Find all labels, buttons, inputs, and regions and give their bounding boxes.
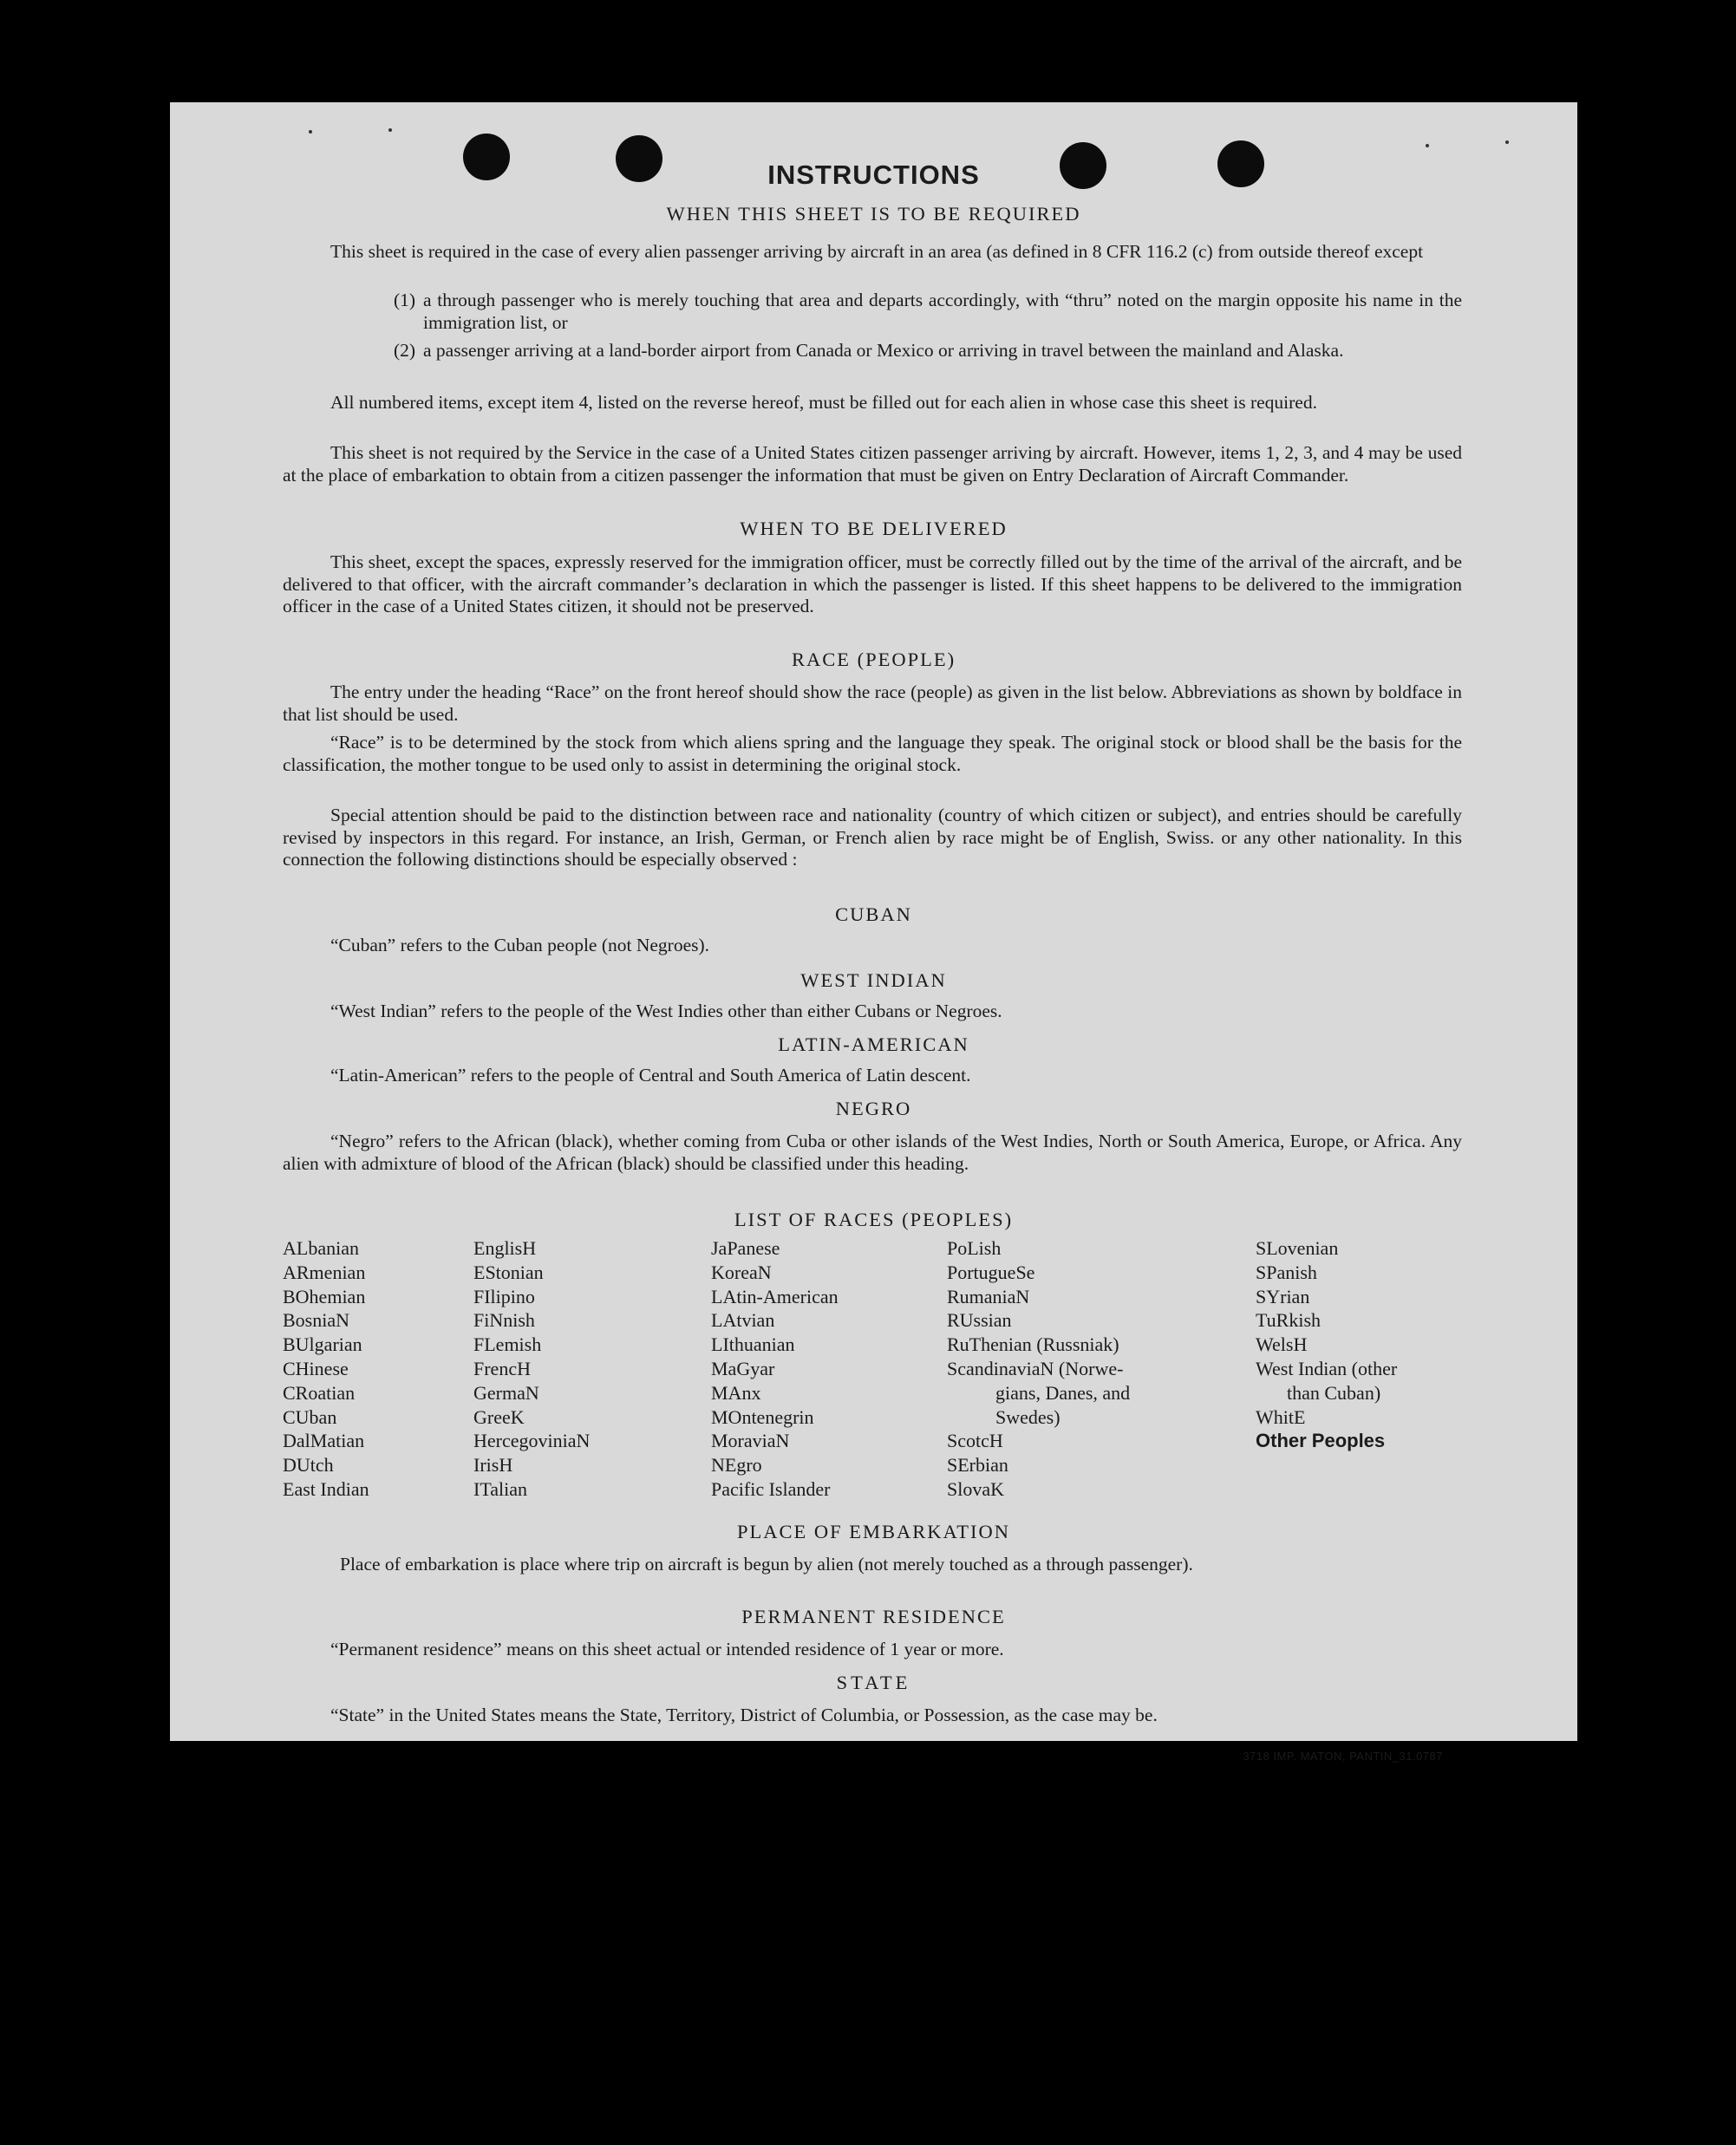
race-entry-continuation: Swedes): [995, 1405, 1061, 1428]
race-entry: CHinese: [283, 1357, 349, 1379]
race-entry: LIthuanian: [711, 1333, 795, 1356]
paragraph: Place of embarkation is place where trip on aircraft is begun by alien (not merely touched as a through passenger).: [340, 1554, 1193, 1575]
race-entry: MAnx: [711, 1381, 761, 1404]
races-column-1: [283, 1236, 369, 1502]
section-heading-west-indian: WEST INDIAN: [800, 969, 947, 991]
race-entry: JaPanese: [711, 1237, 780, 1259]
race-entry: GermaN: [473, 1381, 539, 1404]
race-entry: ScandinaviaN (Norwe-: [947, 1357, 1124, 1379]
item-text: a passenger arriving at a land-border airport from Canada or Mexico or arriving in travel between the mainland and Alaska.: [423, 340, 1344, 361]
item-number: (1): [394, 290, 416, 310]
race-entry: MaGyar: [711, 1357, 775, 1379]
item-number: (2): [394, 340, 416, 361]
section-heading-cuban: CUBAN: [835, 903, 912, 925]
race-entry: ITalian: [473, 1477, 527, 1500]
section-heading-race: RACE (PEOPLE): [791, 649, 956, 670]
race-entry: BUlgarian: [283, 1333, 362, 1356]
paragraph: Special attention should be paid to the distinction between race and nationality (country of which citizen or subject), and entries should be carefully revised by inspectors in this regard. For instance, an Irish, German, or French alien by race might be of English, Swiss. or any other nationality. In this connection the following distinctions should be especially observed :: [283, 805, 1462, 870]
section-heading-embarkation: PLACE OF EMBARKATION: [736, 1521, 1011, 1542]
race-entry: SPanish: [1256, 1261, 1317, 1283]
race-entry: SLovenian: [1256, 1237, 1339, 1259]
race-entry: WelsH: [1256, 1333, 1308, 1356]
race-entry: PoLish: [947, 1237, 1002, 1259]
race-entry: SErbian: [947, 1454, 1008, 1477]
race-entry: GreeK: [473, 1405, 525, 1428]
race-entry: FLemish: [473, 1333, 542, 1356]
race-entry: PortugueSe: [947, 1261, 1035, 1283]
race-entry: ALbanian: [283, 1237, 359, 1259]
race-entry: Pacific Islander: [711, 1477, 831, 1500]
paragraph: “Cuban” refers to the Cuban people (not Negroes).: [330, 935, 710, 955]
section-heading-when-required: WHEN THIS SHEET IS TO BE REQUIRED: [666, 203, 1081, 225]
race-entry: LAtin-American: [711, 1285, 839, 1307]
paragraph: “West Indian” refers to the people of the West Indies other than either Cubans or Negroes.: [330, 1001, 1002, 1021]
race-entry: FiNnish: [473, 1309, 535, 1332]
paragraph: “State” in the United States means the State, Territory, District of Columbia, or Possession, as the case may be.: [330, 1705, 1158, 1725]
race-entry: SlovaK: [947, 1477, 1004, 1500]
paragraph: The entry under the heading “Race” on the front hereof should show the race (people) as given in the list below. Abbreviations as shown by boldface in that list should be used.: [283, 681, 1462, 725]
race-entry: BosniaN: [283, 1309, 349, 1332]
races-column-4: [947, 1236, 1130, 1502]
race-entry: KoreaN: [711, 1261, 772, 1283]
section-heading-negro: NEGRO: [835, 1098, 912, 1119]
section-heading-list-of-races: LIST OF RACES (PEOPLES): [734, 1209, 1014, 1230]
paragraph: This sheet is required in the case of every alien passenger arriving by aircraft in an area (as defined in 8 CFR 116.2 (c) from outside thereof except: [330, 241, 1424, 262]
race-entry: EStonian: [473, 1261, 544, 1283]
races-column-2: [473, 1236, 590, 1502]
page-title: INSTRUCTIONS: [767, 160, 980, 190]
printer-imprint: 3718 IMP. MATON, PANTIN_31.0787: [1243, 1750, 1443, 1763]
race-entry: RUssian: [947, 1309, 1012, 1332]
race-entry: DUtch: [283, 1454, 334, 1477]
paragraph: All numbered items, except item 4, listed on the reverse hereof, must be filled out for each alien in whose case this sheet is required.: [330, 392, 1317, 413]
paragraph: “Race” is to be determined by the stock from which aliens spring and the language they speak. The original stock or blood shall be the basis for the classification, the mother tongue to be used only to assist in determining the original stock.: [283, 732, 1462, 775]
race-entry-continuation: than Cuban): [1287, 1381, 1381, 1404]
race-entry-continuation: gians, Danes, and: [995, 1381, 1131, 1404]
list-item: [394, 290, 1462, 334]
race-entry: ScotcH: [947, 1430, 1003, 1452]
race-entry: RuThenian (Russniak): [947, 1333, 1119, 1356]
section-heading-when-delivered: WHEN TO BE DELIVERED: [740, 518, 1008, 539]
item-text: a through passenger who is merely touching that area and departs accordingly, with “thru” noted on the margin opposite his name in the immigration list, or: [423, 290, 1462, 333]
section-heading-residence: PERMANENT RESIDENCE: [741, 1606, 1006, 1627]
race-entry: LAtvian: [711, 1309, 775, 1332]
race-entry: MoraviaN: [711, 1430, 790, 1452]
race-entry: CUban: [283, 1405, 337, 1428]
paragraph: “Permanent residence” means on this sheet actual or intended residence of 1 year or more.: [330, 1639, 1004, 1659]
section-heading-state: STATE: [836, 1672, 911, 1693]
paragraph: “Latin-American” refers to the people of Central and South America of Latin descent.: [330, 1065, 971, 1086]
race-entry: HercegoviniaN: [473, 1430, 591, 1452]
race-entry: RumaniaN: [947, 1285, 1030, 1307]
section-heading-latin-american: LATIN-AMERICAN: [778, 1033, 969, 1055]
race-entry: CRoatian: [283, 1381, 356, 1404]
race-entry: BOhemian: [283, 1285, 366, 1307]
race-entry: MOntenegrin: [711, 1405, 814, 1428]
race-entry: Other Peoples: [1256, 1430, 1386, 1452]
race-entry: West Indian (other: [1256, 1357, 1398, 1379]
race-entry: SYrian: [1256, 1285, 1310, 1307]
instruction-sheet: [170, 102, 1577, 1763]
race-entry: FrencH: [473, 1357, 531, 1379]
race-entry: TuRkish: [1256, 1309, 1322, 1332]
race-entry: EnglisH: [473, 1237, 537, 1259]
race-entry: WhitE: [1256, 1405, 1306, 1428]
paragraph: “Negro” refers to the African (black), whether coming from Cuba or other islands of the West Indies, North or South America, Europe, or Africa. Any alien with admixture of blood of the African (black) should be classified under this heading.: [283, 1131, 1462, 1174]
race-entry: East Indian: [283, 1477, 369, 1500]
list-item: [394, 340, 1462, 362]
race-entry: FIlipino: [473, 1285, 535, 1307]
races-column-5: [1256, 1236, 1397, 1453]
race-entry: IrisH: [473, 1454, 513, 1477]
race-entry: ARmenian: [283, 1261, 366, 1283]
paragraph: This sheet is not required by the Service in the case of a United States citizen passenger arriving by aircraft. However, items 1, 2, 3, and 4 may be used at the place of embarkation to obtain from a citizen passenger the information that must be given on Entry Declaration of Aircraft Commander.: [283, 442, 1462, 486]
paragraph: This sheet, except the spaces, expressly reserved for the immigration officer, must be correctly filled out by the time of the arrival of the aircraft, and be delivered to that officer, with the aircraft commander’s declaration in which the passenger is listed. If this sheet happens to be delivered to the immigration officer in the case of a United States citizen, it should not be preserved.: [283, 551, 1462, 616]
race-entry: NEgro: [711, 1454, 762, 1477]
race-entry: DalMatian: [283, 1430, 365, 1452]
races-column-3: [711, 1236, 839, 1502]
